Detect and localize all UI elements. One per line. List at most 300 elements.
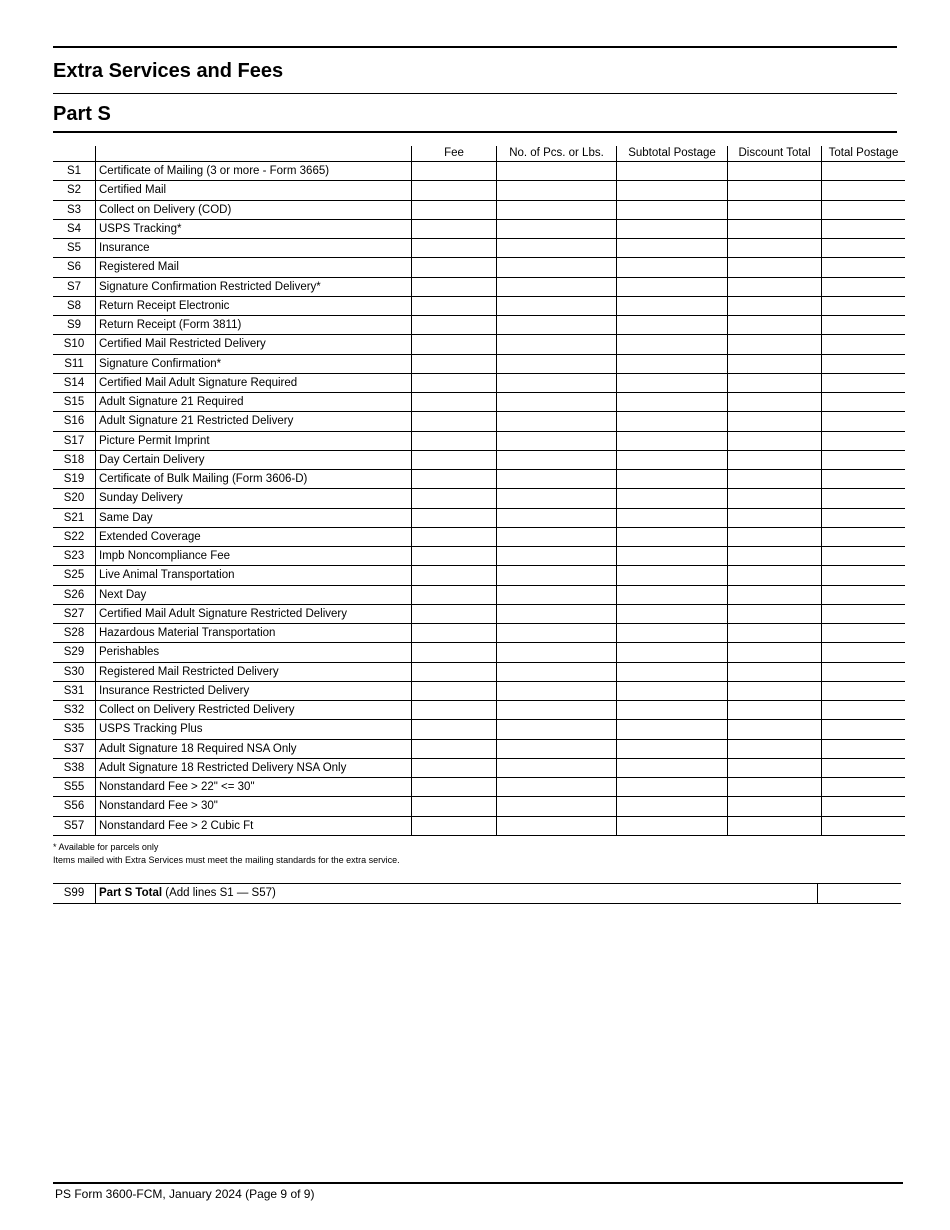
discount-field[interactable] [728, 316, 822, 335]
fee-field[interactable] [412, 566, 497, 585]
total-postage-field[interactable] [822, 373, 906, 392]
table-row [53, 354, 905, 373]
total-postage-field[interactable] [822, 277, 906, 296]
discount-field[interactable] [728, 200, 822, 219]
discount-field[interactable] [728, 450, 822, 469]
total-postage-field[interactable] [822, 296, 906, 315]
table-row [53, 431, 905, 450]
total-instruction: (Add lines S1 — S57) [165, 887, 276, 899]
row-description: Collect on Delivery Restricted Delivery [96, 701, 412, 720]
pieces-field[interactable] [497, 662, 617, 681]
total-postage-field[interactable] [822, 258, 906, 277]
fee-field[interactable] [412, 643, 497, 662]
total-postage-field[interactable] [822, 335, 906, 354]
table-row [53, 200, 905, 219]
row-description: Insurance [96, 239, 412, 258]
fee-field[interactable] [412, 720, 497, 739]
total-postage-field[interactable] [822, 778, 906, 797]
row-description: Registered Mail [96, 258, 412, 277]
row-description: Certified Mail [96, 181, 412, 200]
row-description: Return Receipt (Form 3811) [96, 316, 412, 335]
row-code: S55 [53, 778, 96, 797]
subtotal-field[interactable] [617, 450, 728, 469]
pieces-field[interactable] [497, 508, 617, 527]
row-code: S38 [53, 758, 96, 777]
discount-field[interactable] [728, 393, 822, 412]
discount-field[interactable] [728, 797, 822, 816]
footnote-standards: Items mailed with Extra Services must meet the mailing standards for the extra service. [53, 855, 400, 865]
row-code: S28 [53, 624, 96, 643]
subtotal-field[interactable] [617, 778, 728, 797]
header-total: Total Postage [822, 146, 906, 162]
subtotal-field[interactable] [617, 508, 728, 527]
total-postage-field[interactable] [822, 489, 906, 508]
row-description: USPS Tracking* [96, 219, 412, 238]
discount-field[interactable] [728, 431, 822, 450]
fee-field[interactable] [412, 219, 497, 238]
fee-field[interactable] [412, 450, 497, 469]
table-row [53, 681, 905, 700]
subtotal-field[interactable] [617, 162, 728, 181]
row-description: Nonstandard Fee > 22" <= 30" [96, 778, 412, 797]
row-description: Adult Signature 21 Restricted Delivery [96, 412, 412, 431]
discount-field[interactable] [728, 277, 822, 296]
fee-field[interactable] [412, 547, 497, 566]
row-description: Sunday Delivery [96, 489, 412, 508]
row-code: S29 [53, 643, 96, 662]
discount-field[interactable] [728, 739, 822, 758]
subtotal-field[interactable] [617, 643, 728, 662]
fee-field[interactable] [412, 585, 497, 604]
header-code [53, 146, 96, 162]
row-description: Next Day [96, 585, 412, 604]
subtotal-field[interactable] [617, 354, 728, 373]
row-description: Day Certain Delivery [96, 450, 412, 469]
table-row [53, 585, 905, 604]
table-row [53, 547, 905, 566]
pieces-field[interactable] [497, 431, 617, 450]
row-code: S25 [53, 566, 96, 585]
pieces-field[interactable] [497, 470, 617, 489]
discount-field[interactable] [728, 566, 822, 585]
table-row [53, 258, 905, 277]
total-postage-field[interactable] [822, 200, 906, 219]
table-row [53, 701, 905, 720]
table-row [53, 720, 905, 739]
row-description: Certificate of Mailing (3 or more - Form 3665) [96, 162, 412, 181]
subtotal-field[interactable] [617, 316, 728, 335]
row-description: Adult Signature 18 Restricted Delivery NSA Only [96, 758, 412, 777]
total-postage-field[interactable] [822, 604, 906, 623]
row-code: S32 [53, 701, 96, 720]
table-row [53, 412, 905, 431]
table-row [53, 335, 905, 354]
total-postage-field[interactable] [822, 681, 906, 700]
pieces-field[interactable] [497, 566, 617, 585]
total-postage-field[interactable] [822, 624, 906, 643]
table-row [53, 662, 905, 681]
footnote-parcels: * Available for parcels only [53, 842, 159, 852]
table-row [53, 181, 905, 200]
discount-field[interactable] [728, 258, 822, 277]
table-row [53, 508, 905, 527]
pieces-field[interactable] [497, 527, 617, 546]
form-footer: PS Form 3600-FCM, January 2024 (Page 9 of 9) [55, 1187, 315, 1201]
subtotal-field[interactable] [617, 335, 728, 354]
row-code: S19 [53, 470, 96, 489]
discount-field[interactable] [728, 354, 822, 373]
fee-field[interactable] [412, 373, 497, 392]
subtotal-field[interactable] [617, 470, 728, 489]
discount-field[interactable] [728, 489, 822, 508]
fee-field[interactable] [412, 701, 497, 720]
row-description: Insurance Restricted Delivery [96, 681, 412, 700]
row-code: S23 [53, 547, 96, 566]
subtotal-field[interactable] [617, 720, 728, 739]
fee-field[interactable] [412, 162, 497, 181]
fee-field[interactable] [412, 778, 497, 797]
table-row [53, 758, 905, 777]
fee-field[interactable] [412, 239, 497, 258]
table-row [53, 239, 905, 258]
discount-field[interactable] [728, 219, 822, 238]
total-postage-field[interactable] [818, 884, 902, 904]
pieces-field[interactable] [497, 758, 617, 777]
part-total-row [53, 884, 901, 904]
discount-field[interactable] [728, 585, 822, 604]
footer-rule [53, 1182, 903, 1184]
discount-field[interactable] [728, 239, 822, 258]
subtotal-field[interactable] [617, 219, 728, 238]
total-postage-field[interactable] [822, 450, 906, 469]
total-postage-field[interactable] [822, 585, 906, 604]
discount-field[interactable] [728, 778, 822, 797]
row-code: S26 [53, 585, 96, 604]
discount-field[interactable] [728, 662, 822, 681]
table-row [53, 393, 905, 412]
row-code: S15 [53, 393, 96, 412]
row-code: S57 [53, 816, 96, 835]
fee-field[interactable] [412, 624, 497, 643]
footnotes [53, 841, 400, 867]
discount-field[interactable] [728, 508, 822, 527]
row-description: Certified Mail Restricted Delivery [96, 335, 412, 354]
fee-field[interactable] [412, 316, 497, 335]
discount-field[interactable] [728, 162, 822, 181]
total-label: Part S Total [99, 887, 163, 899]
fee-field[interactable] [412, 470, 497, 489]
pieces-field[interactable] [497, 181, 617, 200]
row-code: S37 [53, 739, 96, 758]
row-code: S22 [53, 527, 96, 546]
row-code: S4 [53, 219, 96, 238]
subtotal-field[interactable] [617, 431, 728, 450]
pieces-field[interactable] [497, 681, 617, 700]
discount-field[interactable] [728, 547, 822, 566]
row-code: S17 [53, 431, 96, 450]
total-postage-field[interactable] [822, 162, 906, 181]
discount-field[interactable] [728, 816, 822, 835]
row-code: S27 [53, 604, 96, 623]
pieces-field[interactable] [497, 624, 617, 643]
table-row [53, 527, 905, 546]
discount-field[interactable] [728, 681, 822, 700]
row-description: Nonstandard Fee > 30" [96, 797, 412, 816]
subtotal-field[interactable] [617, 604, 728, 623]
table-row [53, 296, 905, 315]
fee-field[interactable] [412, 277, 497, 296]
table-row [53, 604, 905, 623]
subtotal-field[interactable] [617, 701, 728, 720]
row-description: Certificate of Bulk Mailing (Form 3606-D) [96, 470, 412, 489]
header-fee: Fee [412, 146, 497, 162]
discount-field[interactable] [728, 624, 822, 643]
table-row [53, 643, 905, 662]
pieces-field[interactable] [497, 296, 617, 315]
discount-field[interactable] [728, 643, 822, 662]
pieces-field[interactable] [497, 219, 617, 238]
fee-field[interactable] [412, 393, 497, 412]
fee-field[interactable] [412, 354, 497, 373]
subtotal-field[interactable] [617, 624, 728, 643]
subtotal-field[interactable] [617, 200, 728, 219]
total-postage-field[interactable] [822, 816, 906, 835]
pieces-field[interactable] [497, 162, 617, 181]
pieces-field[interactable] [497, 643, 617, 662]
subtotal-field[interactable] [617, 681, 728, 700]
pieces-field[interactable] [497, 604, 617, 623]
subtotal-field[interactable] [617, 739, 728, 758]
subtotal-field[interactable] [617, 277, 728, 296]
pieces-field[interactable] [497, 277, 617, 296]
row-code: S10 [53, 335, 96, 354]
fee-field[interactable] [412, 739, 497, 758]
row-description: Perishables [96, 643, 412, 662]
total-postage-field[interactable] [822, 219, 906, 238]
pieces-field[interactable] [497, 239, 617, 258]
row-code: S21 [53, 508, 96, 527]
total-postage-field[interactable] [822, 547, 906, 566]
pieces-field[interactable] [497, 797, 617, 816]
table-header-row [53, 146, 905, 162]
row-description: Extended Coverage [96, 527, 412, 546]
total-code: S99 [63, 887, 85, 899]
row-description: Certified Mail Adult Signature Restricted Delivery [96, 604, 412, 623]
fee-field[interactable] [412, 200, 497, 219]
subtotal-field[interactable] [617, 239, 728, 258]
discount-field[interactable] [728, 181, 822, 200]
table-row [53, 277, 905, 296]
total-postage-field[interactable] [822, 720, 906, 739]
pieces-field[interactable] [497, 739, 617, 758]
subtotal-field[interactable] [617, 662, 728, 681]
row-description: Same Day [96, 508, 412, 527]
part-divider [53, 131, 897, 133]
fee-field[interactable] [412, 258, 497, 277]
row-description: Adult Signature 21 Required [96, 393, 412, 412]
table-row [53, 316, 905, 335]
table-row [53, 797, 905, 816]
row-description: Adult Signature 18 Required NSA Only [96, 739, 412, 758]
total-postage-field[interactable] [822, 566, 906, 585]
total-postage-field[interactable] [822, 701, 906, 720]
discount-field[interactable] [728, 373, 822, 392]
row-code: S16 [53, 412, 96, 431]
total-postage-field[interactable] [822, 431, 906, 450]
subtotal-field[interactable] [617, 258, 728, 277]
total-postage-field[interactable] [822, 797, 906, 816]
discount-field[interactable] [728, 720, 822, 739]
total-postage-field[interactable] [822, 181, 906, 200]
total-postage-field[interactable] [822, 508, 906, 527]
pieces-field[interactable] [497, 316, 617, 335]
table-row [53, 373, 905, 392]
total-postage-field[interactable] [822, 527, 906, 546]
row-code: S30 [53, 662, 96, 681]
total-postage-field[interactable] [822, 739, 906, 758]
row-description: Impb Noncompliance Fee [96, 547, 412, 566]
fee-field[interactable] [412, 758, 497, 777]
total-postage-field[interactable] [822, 758, 906, 777]
pieces-field[interactable] [497, 393, 617, 412]
pieces-field[interactable] [497, 258, 617, 277]
total-postage-field[interactable] [822, 643, 906, 662]
table-row [53, 162, 905, 181]
part-title: Part S [53, 103, 111, 125]
pieces-field[interactable] [497, 450, 617, 469]
table-row [53, 778, 905, 797]
subtotal-field[interactable] [617, 181, 728, 200]
discount-field[interactable] [728, 412, 822, 431]
extra-services-table [53, 146, 905, 836]
pieces-field[interactable] [497, 547, 617, 566]
subtotal-field[interactable] [617, 527, 728, 546]
row-code: S11 [53, 354, 96, 373]
table-row [53, 624, 905, 643]
fee-field[interactable] [412, 604, 497, 623]
table-row [53, 739, 905, 758]
row-description: Nonstandard Fee > 2 Cubic Ft [96, 816, 412, 835]
pieces-field[interactable] [497, 200, 617, 219]
row-code: S31 [53, 681, 96, 700]
subtotal-field[interactable] [617, 489, 728, 508]
row-code: S3 [53, 200, 96, 219]
part-total-table [53, 883, 901, 904]
fee-field[interactable] [412, 489, 497, 508]
fee-field[interactable] [412, 662, 497, 681]
discount-field[interactable] [728, 701, 822, 720]
total-postage-field[interactable] [822, 662, 906, 681]
row-code: S35 [53, 720, 96, 739]
table-row [53, 470, 905, 489]
fee-field[interactable] [412, 335, 497, 354]
row-description: USPS Tracking Plus [96, 720, 412, 739]
subtotal-field[interactable] [617, 566, 728, 585]
pieces-field[interactable] [497, 412, 617, 431]
fee-field[interactable] [412, 296, 497, 315]
pieces-field[interactable] [497, 816, 617, 835]
header-pieces: No. of Pcs. or Lbs. [497, 146, 617, 162]
subtotal-field[interactable] [617, 373, 728, 392]
row-description: Registered Mail Restricted Delivery [96, 662, 412, 681]
subtotal-field[interactable] [617, 296, 728, 315]
pieces-field[interactable] [497, 335, 617, 354]
table-row [53, 816, 905, 835]
total-postage-field[interactable] [822, 354, 906, 373]
row-description: Return Receipt Electronic [96, 296, 412, 315]
pieces-field[interactable] [497, 701, 617, 720]
table-row [53, 489, 905, 508]
pieces-field[interactable] [497, 373, 617, 392]
fee-field[interactable] [412, 527, 497, 546]
row-code: S9 [53, 316, 96, 335]
row-code: S5 [53, 239, 96, 258]
header-description [96, 146, 412, 162]
pieces-field[interactable] [497, 354, 617, 373]
top-rule [53, 46, 897, 48]
pieces-field[interactable] [497, 489, 617, 508]
row-code: S14 [53, 373, 96, 392]
total-postage-field[interactable] [822, 239, 906, 258]
pieces-field[interactable] [497, 585, 617, 604]
pieces-field[interactable] [497, 720, 617, 739]
fee-field[interactable] [412, 681, 497, 700]
total-postage-field[interactable] [822, 393, 906, 412]
discount-field[interactable] [728, 296, 822, 315]
row-code: S6 [53, 258, 96, 277]
discount-field[interactable] [728, 335, 822, 354]
row-code: S7 [53, 277, 96, 296]
discount-field[interactable] [728, 604, 822, 623]
row-code: S2 [53, 181, 96, 200]
row-code: S18 [53, 450, 96, 469]
subtotal-field[interactable] [617, 412, 728, 431]
fee-field[interactable] [412, 431, 497, 450]
fee-field[interactable] [412, 412, 497, 431]
row-code: S56 [53, 797, 96, 816]
row-description: Live Animal Transportation [96, 566, 412, 585]
title-divider [53, 93, 897, 94]
fee-field[interactable] [412, 508, 497, 527]
row-description: Picture Permit Imprint [96, 431, 412, 450]
discount-field[interactable] [728, 470, 822, 489]
subtotal-field[interactable] [617, 797, 728, 816]
subtotal-field[interactable] [617, 547, 728, 566]
services-body [53, 162, 905, 836]
total-postage-field[interactable] [822, 470, 906, 489]
row-description: Signature Confirmation* [96, 354, 412, 373]
row-description: Hazardous Material Transportation [96, 624, 412, 643]
subtotal-field[interactable] [617, 585, 728, 604]
subtotal-field[interactable] [617, 758, 728, 777]
discount-field[interactable] [728, 527, 822, 546]
row-description: Certified Mail Adult Signature Required [96, 373, 412, 392]
discount-field[interactable] [728, 758, 822, 777]
table-row [53, 566, 905, 585]
fee-field[interactable] [412, 181, 497, 200]
fee-field[interactable] [412, 816, 497, 835]
header-discount: Discount Total [728, 146, 822, 162]
pieces-field[interactable] [497, 778, 617, 797]
subtotal-field[interactable] [617, 393, 728, 412]
total-postage-field[interactable] [822, 412, 906, 431]
section-title: Extra Services and Fees [53, 60, 284, 82]
fee-field[interactable] [412, 797, 497, 816]
total-postage-field[interactable] [822, 316, 906, 335]
row-description: Signature Confirmation Restricted Delivery* [96, 277, 412, 296]
row-description: Collect on Delivery (COD) [96, 200, 412, 219]
subtotal-field[interactable] [617, 816, 728, 835]
